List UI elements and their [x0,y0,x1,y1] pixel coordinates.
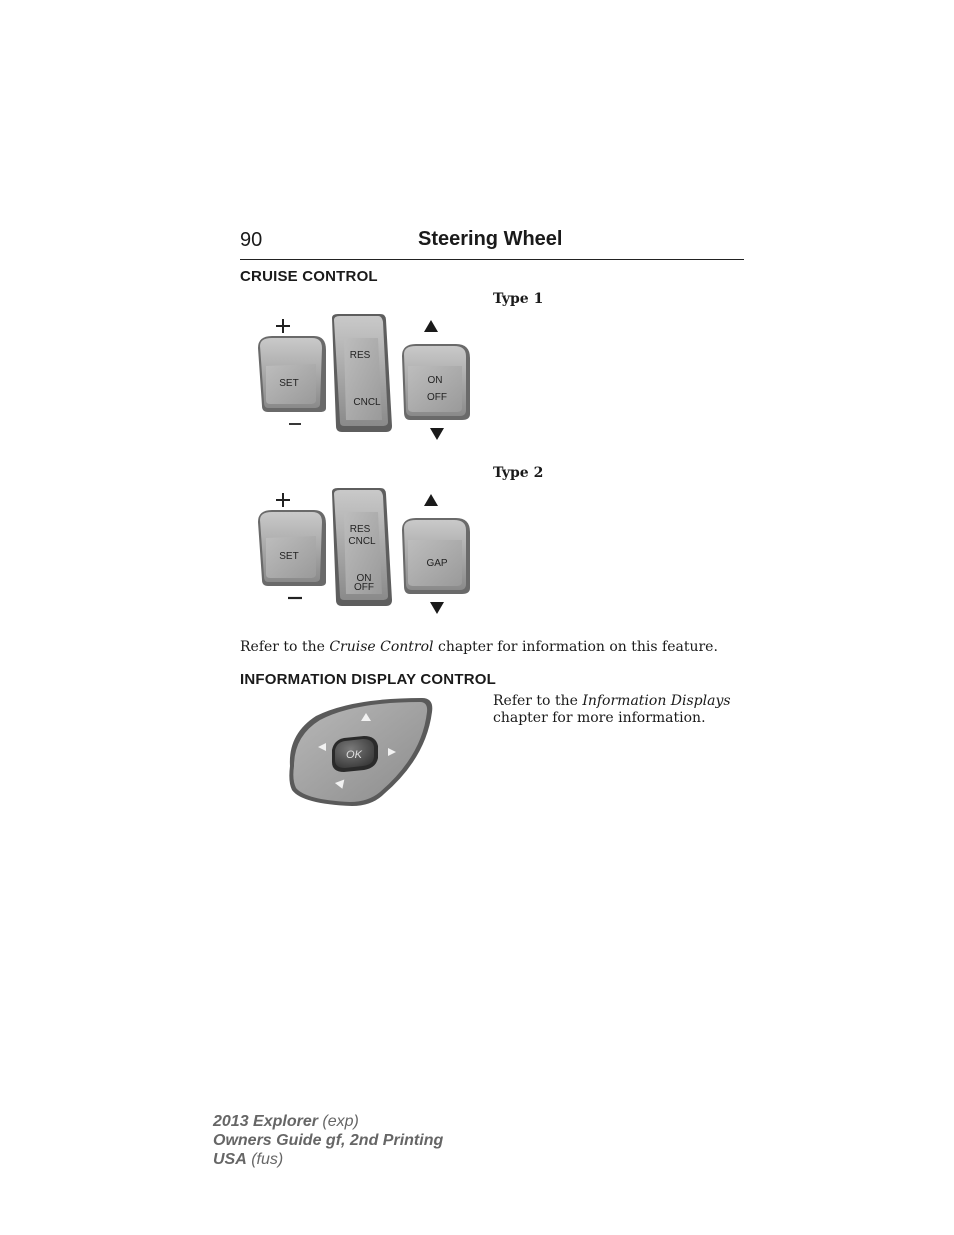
cncl-label: CNCL [348,536,376,547]
footer-line-1: 2013 Explorer (exp) [213,1113,359,1130]
cncl-label: CNCL [353,397,381,408]
off-label: OFF [354,582,374,593]
triangle-up-icon [424,320,438,332]
chapter-title: Steering Wheel [418,228,563,250]
triangle-down-icon [430,428,444,440]
cruise-control-type1-illustration [240,308,480,448]
page-number: 90 [240,229,263,251]
header-rule [240,259,744,260]
set-button [258,336,326,412]
gap-label: GAP [426,558,448,569]
gap-button [402,518,470,594]
set-button [258,510,326,586]
plus-icon [276,493,290,507]
set-label: SET [279,378,299,389]
res-label: RES [349,524,371,535]
info-display-heading: INFORMATION DISPLAY CONTROL [240,671,496,688]
res-cncl-on-off-button [332,488,392,606]
triangle-up-icon [424,494,438,506]
on-off-button [402,344,470,420]
off-label: OFF [427,392,447,403]
cruise-control-type2-illustration [240,482,480,622]
cruise-control-reference: Cruise Control [329,639,434,655]
cruise-control-heading: CRUISE CONTROL [240,268,378,285]
set-label: SET [279,551,299,562]
cruise-control-note [240,639,744,656]
footer-line-2: Owners Guide gf, 2nd Printing [213,1132,444,1149]
info-displays-reference: Information Displays [582,693,731,709]
on-label: ON [427,375,443,386]
note-prefix: Refer to the [240,639,330,655]
note-suffix: chapter for information on this feature. [433,639,718,655]
type1-label: Type 1 [493,291,544,307]
plus-icon [276,319,290,333]
res-label: RES [349,350,371,361]
info-display-control-illustration [282,694,442,812]
res-cncl-button [332,314,392,432]
document-footer [213,1112,443,1169]
note-suffix: chapter for more information. [493,710,706,726]
type2-label: Type 2 [493,465,544,481]
ok-button [332,736,378,772]
triangle-down-icon [430,602,444,614]
note-prefix: Refer to the [493,693,583,709]
on-label: ON [356,573,372,584]
footer-line-3: USA (fus) [213,1151,284,1168]
info-display-note [493,693,745,727]
ok-label: OK [346,749,362,761]
